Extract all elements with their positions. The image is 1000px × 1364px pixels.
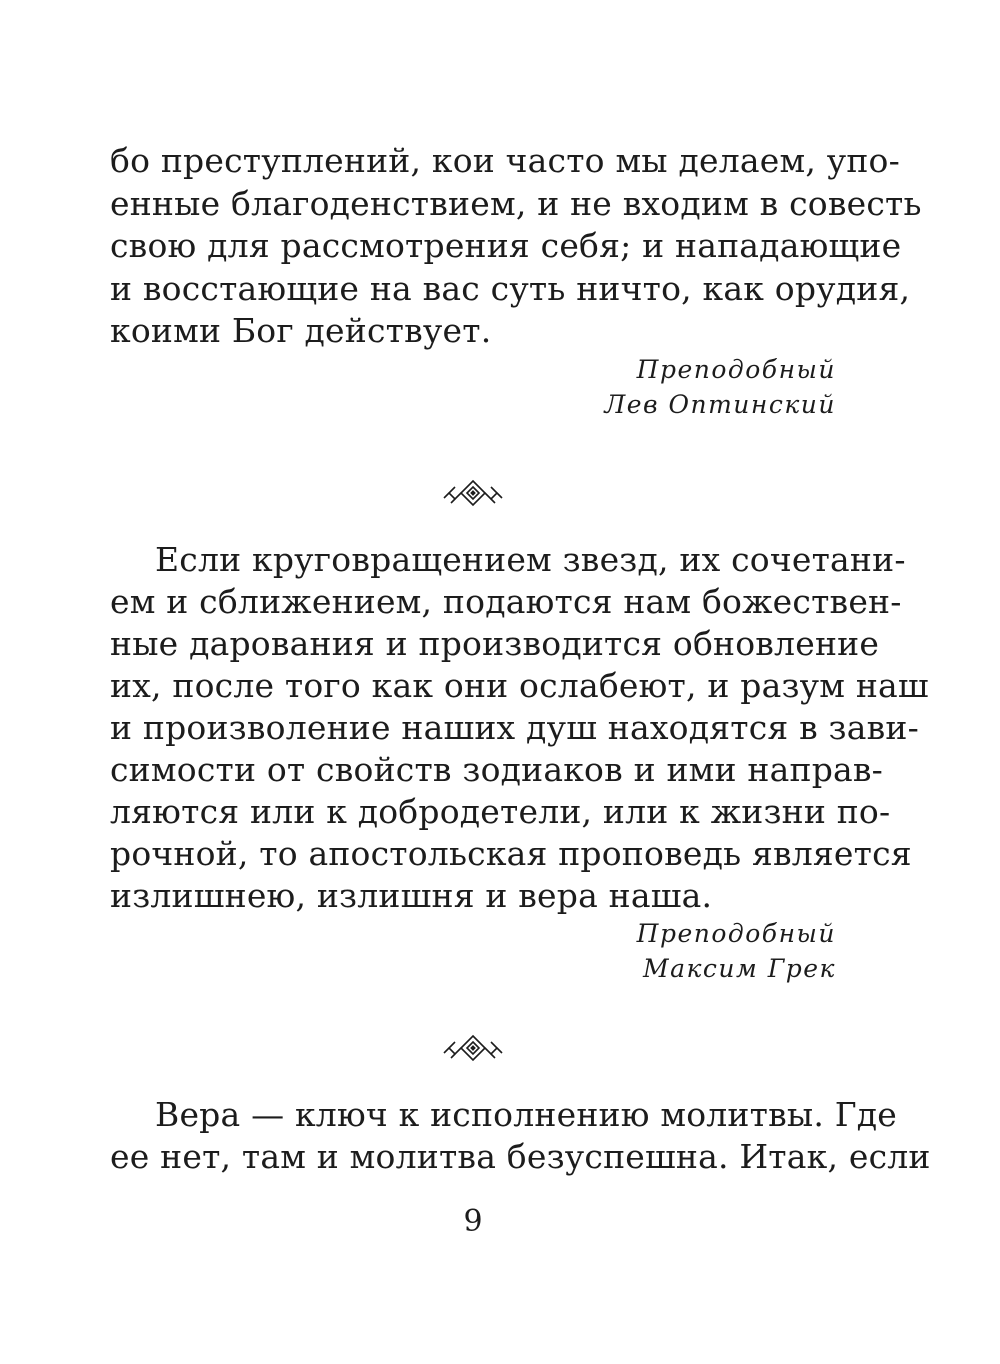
text-line: свою для рассмотрения себя; и нападающие: [110, 226, 902, 265]
text-line: бо преступлений, кои часто мы делаем, упо-: [110, 141, 900, 180]
text-line: ляются или к добродетели, или к жизни по-: [110, 792, 891, 831]
text-line: их, после того как они ослабеют, и разум наш: [110, 666, 929, 705]
text-line: излишнею, излишня и вера наша.: [110, 876, 713, 915]
attribution-title: Преподобный: [636, 355, 836, 384]
text-line: симости от свойств зодиаков и ими направ-: [110, 750, 884, 789]
text-line: ные дарования и производится обновление: [110, 624, 880, 663]
text-line: Вера — ключ к исполнению молитвы. Где: [155, 1095, 898, 1134]
attribution-author: Максим Грек: [643, 954, 836, 983]
page-number: 9: [463, 1204, 483, 1239]
text-line: ее нет, там и молитва безуспешна. Итак, если: [110, 1137, 931, 1176]
attribution-title: Преподобный: [636, 919, 836, 948]
attribution-author: Лев Оптинский: [604, 390, 836, 419]
text-line: енные благоденствием, и не входим в совесть: [110, 184, 922, 223]
text-line: ем и сближением, подаются нам божествен-: [110, 582, 902, 621]
text-line: коими Бог действует.: [110, 311, 492, 350]
ornament-divider-icon: [441, 479, 505, 507]
ornament-divider-icon: [441, 1034, 505, 1062]
text-line: и произволение наших душ находятся в зави-: [110, 708, 919, 747]
text-line: Если круговращением звезд, их сочетани-: [155, 540, 906, 579]
text-line: рочной, то апостольская проповедь является: [110, 834, 912, 873]
text-line: и восстающие на вас суть ничто, как орудия,: [110, 269, 911, 308]
